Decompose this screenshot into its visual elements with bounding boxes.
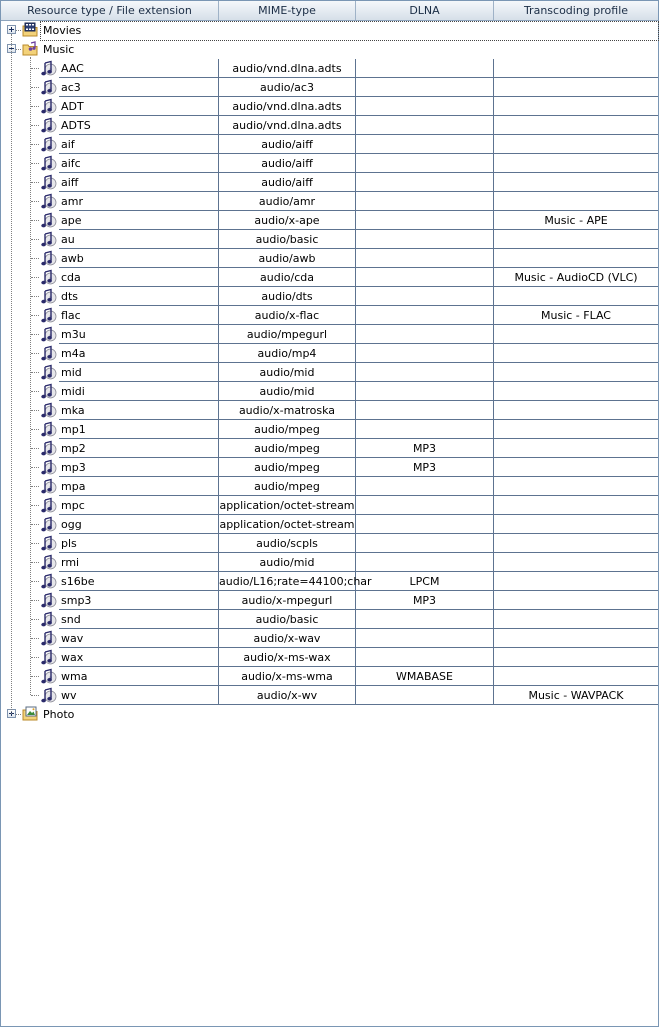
mime-type-cell: audio/vnd.dlna.adts (219, 97, 356, 116)
tree-connector-line (16, 30, 21, 31)
transcoding-profile-cell (494, 458, 658, 477)
tree-connector-line (31, 144, 39, 145)
tree-connector-line (31, 334, 39, 335)
table-row[interactable] (1, 629, 658, 648)
transcoding-profile-cell (494, 420, 658, 439)
mime-type-cell: audio/mpeg (219, 458, 356, 477)
file-extension-cell: flac (59, 306, 219, 325)
music-note-icon (40, 136, 57, 153)
table-row[interactable] (1, 78, 658, 97)
music-note-icon (40, 79, 57, 96)
transcoding-profile-cell (494, 287, 658, 306)
music-note-icon (40, 440, 57, 457)
table-row[interactable] (1, 496, 658, 515)
tree-group-music[interactable] (1, 40, 658, 59)
transcoding-profile-cell (494, 629, 658, 648)
mime-type-cell: audio/cda (219, 268, 356, 287)
mime-type-cell: audio/mp4 (219, 344, 356, 363)
music-note-icon (40, 668, 57, 685)
tree-connector-line (31, 391, 39, 392)
music-note-icon (40, 535, 57, 552)
transcoding-profile-cell (494, 648, 658, 667)
dlna-cell (356, 515, 494, 534)
dlna-cell (356, 249, 494, 268)
file-extension-cell: snd (59, 610, 219, 629)
transcoding-profile-cell (494, 477, 658, 496)
table-row[interactable] (1, 344, 658, 363)
file-extension-cell: m4a (59, 344, 219, 363)
file-extension-cell: midi (59, 382, 219, 401)
table-row[interactable] (1, 97, 658, 116)
mime-type-cell: audio/L16;rate=44100;char (219, 572, 356, 591)
tree-connector-line (31, 562, 39, 563)
music-note-icon (40, 687, 57, 704)
table-row[interactable] (1, 439, 658, 458)
file-extension-cell: aifc (59, 154, 219, 173)
mime-type-cell: audio/vnd.dlna.adts (219, 116, 356, 135)
transcoding-profile-cell (494, 97, 658, 116)
music-note-icon (40, 421, 57, 438)
table-row[interactable] (1, 515, 658, 534)
mime-type-cell: audio/aiff (219, 135, 356, 154)
dlna-cell (356, 230, 494, 249)
file-extension-cell: ogg (59, 515, 219, 534)
mime-type-cell: audio/mpegurl (219, 325, 356, 344)
dlna-cell (356, 610, 494, 629)
file-extension-cell: wav (59, 629, 219, 648)
table-row[interactable] (1, 591, 658, 610)
music-note-icon (40, 516, 57, 533)
mime-type-cell: audio/mpeg (219, 439, 356, 458)
table-row[interactable] (1, 59, 658, 78)
tree-connector-line (31, 448, 39, 449)
transcoding-profile-cell (494, 192, 658, 211)
tree-connector-line (31, 638, 39, 639)
file-extension-cell: wv (59, 686, 219, 705)
mime-type-cell: application/octet-stream (219, 515, 356, 534)
music-note-icon (40, 326, 57, 343)
file-extension-cell: au (59, 230, 219, 249)
dlna-cell: MP3 (356, 439, 494, 458)
mime-type-cell: audio/basic (219, 610, 356, 629)
file-extension-cell: mka (59, 401, 219, 420)
table-row[interactable] (1, 363, 658, 382)
dlna-cell (356, 287, 494, 306)
tree-connector-line (31, 600, 39, 601)
dlna-cell (356, 553, 494, 572)
file-extension-cell: m3u (59, 325, 219, 344)
mime-type-cell: audio/x-wv (219, 686, 356, 705)
file-extension-cell: ape (59, 211, 219, 230)
transcoding-profile-cell (494, 325, 658, 344)
tree-connector-line (31, 106, 39, 107)
dlna-cell (356, 420, 494, 439)
table-row[interactable] (1, 287, 658, 306)
column-header-transcoding-profile[interactable]: Transcoding profile (523, 4, 629, 17)
mime-type-cell: audio/scpls (219, 534, 356, 553)
transcoding-profile-cell (494, 154, 658, 173)
tree-connector-line (31, 220, 39, 221)
music-note-icon (40, 174, 57, 191)
table-row[interactable] (1, 154, 658, 173)
tree-connector-line (31, 372, 39, 373)
table-row[interactable] (1, 477, 658, 496)
table-row[interactable] (1, 268, 658, 287)
tree-connector-line (16, 49, 21, 50)
table-row[interactable] (1, 249, 658, 268)
mime-type-cell: application/octet-stream (219, 496, 356, 515)
music-note-icon (40, 231, 57, 248)
tree-connector-line (31, 125, 39, 126)
tree-connector-line (31, 543, 39, 544)
music-note-icon (40, 193, 57, 210)
dlna-cell: LPCM (356, 572, 494, 591)
tree-group-label: Music (43, 43, 75, 56)
music-note-icon (40, 478, 57, 495)
music-note-icon (40, 402, 57, 419)
dlna-cell (356, 382, 494, 401)
dlna-cell: MP3 (356, 458, 494, 477)
column-header-dlna[interactable]: DLNA (356, 1, 494, 20)
dlna-cell (356, 211, 494, 230)
table-row[interactable] (1, 173, 658, 192)
dlna-cell (356, 154, 494, 173)
transcoding-profile-cell (494, 135, 658, 154)
dlna-cell (356, 325, 494, 344)
tree-rows (1, 21, 658, 724)
dlna-cell (356, 116, 494, 135)
tree-connector-line (16, 714, 21, 715)
dlna-cell (356, 648, 494, 667)
file-extension-cell: pls (59, 534, 219, 553)
music-note-icon (40, 269, 57, 286)
music-note-icon (40, 307, 57, 324)
table-row[interactable] (1, 325, 658, 344)
transcoding-profile-cell (494, 59, 658, 78)
dlna-cell: MP3 (356, 591, 494, 610)
file-extension-cell: rmi (59, 553, 219, 572)
tree-connector-line (31, 695, 39, 696)
music-note-icon (40, 98, 57, 115)
music-note-icon (40, 250, 57, 267)
table-row[interactable] (1, 211, 658, 230)
tree-group-photo[interactable] (1, 705, 658, 724)
file-extension-cell: mpc (59, 496, 219, 515)
tree-connector-line (31, 315, 39, 316)
transcoding-profile-cell (494, 572, 658, 591)
music-note-icon (40, 60, 57, 77)
dlna-cell (356, 135, 494, 154)
dlna-cell (356, 686, 494, 705)
dlna-cell (356, 192, 494, 211)
dlna-cell (356, 97, 494, 116)
table-row[interactable] (1, 382, 658, 401)
mime-type-cell: audio/x-ape (219, 211, 356, 230)
tree-connector-line (31, 467, 39, 468)
table-row[interactable] (1, 610, 658, 629)
file-extension-cell: cda (59, 268, 219, 287)
table-row[interactable] (1, 534, 658, 553)
dlna-cell (356, 78, 494, 97)
file-extension-cell: amr (59, 192, 219, 211)
tree-connector-line (11, 34, 12, 714)
dlna-cell (356, 363, 494, 382)
music-note-icon (40, 364, 57, 381)
mime-type-cell: audio/mid (219, 382, 356, 401)
table-row[interactable] (1, 230, 658, 249)
music-note-icon (40, 459, 57, 476)
tree-connector-line (31, 239, 39, 240)
table-row[interactable] (1, 572, 658, 591)
mime-type-cell: audio/amr (219, 192, 356, 211)
music-note-icon (40, 573, 57, 590)
tree-connector-line (31, 581, 39, 582)
mime-type-cell: audio/mid (219, 553, 356, 572)
transcoding-profile-cell (494, 610, 658, 629)
dlna-cell (356, 344, 494, 363)
transcoding-profile-cell (494, 173, 658, 192)
music-note-icon (40, 554, 57, 571)
mime-type-cell: audio/x-ms-wax (219, 648, 356, 667)
column-header-mime-type[interactable]: MIME-type (219, 1, 356, 20)
transcoding-profile-cell: Music - WAVPACK (494, 686, 658, 705)
mime-type-cell: audio/aiff (219, 154, 356, 173)
file-extension-cell: aif (59, 135, 219, 154)
music-note-icon (40, 117, 57, 134)
transcoding-profile-cell: Music - AudioCD (VLC) (494, 268, 658, 287)
music-note-icon (40, 630, 57, 647)
file-extension-cell: mpa (59, 477, 219, 496)
mime-type-cell: audio/dts (219, 287, 356, 306)
column-header (1, 1, 658, 21)
dlna-cell (356, 401, 494, 420)
tree-connector-line (31, 657, 39, 658)
music-note-icon (40, 155, 57, 172)
table-row[interactable] (1, 553, 658, 572)
photo-folder-icon (22, 706, 38, 722)
dlna-cell (356, 268, 494, 287)
table-row[interactable] (1, 648, 658, 667)
tree-connector-line (31, 296, 39, 297)
table-row[interactable] (1, 192, 658, 211)
tree-group-movies[interactable] (1, 21, 658, 40)
music-note-icon (40, 497, 57, 514)
tree-connector-line (31, 87, 39, 88)
tree-connector-line (31, 429, 39, 430)
mime-type-cell: audio/x-mpegurl (219, 591, 356, 610)
mime-type-cell: audio/x-wav (219, 629, 356, 648)
tree-connector-line (31, 68, 39, 69)
file-extension-cell: smp3 (59, 591, 219, 610)
transcoding-profile-cell (494, 230, 658, 249)
table-row[interactable] (1, 686, 658, 705)
tree-group-label: Movies (40, 21, 659, 41)
column-header-resource-type[interactable]: Resource type / File extension (1, 1, 219, 20)
tree-connector-line (31, 258, 39, 259)
transcoding-profile-cell (494, 116, 658, 135)
table-row[interactable] (1, 458, 658, 477)
file-extension-cell: awb (59, 249, 219, 268)
mime-type-cell: audio/mpeg (219, 420, 356, 439)
file-extension-cell: mp1 (59, 420, 219, 439)
mime-type-cell: audio/x-flac (219, 306, 356, 325)
dlna-cell (356, 306, 494, 325)
tree-connector-line (31, 619, 39, 620)
mime-type-cell: audio/x-ms-wma (219, 667, 356, 686)
expand-icon[interactable] (7, 25, 16, 34)
table-row[interactable] (1, 401, 658, 420)
transcoding-profile-cell (494, 534, 658, 553)
dlna-cell (356, 496, 494, 515)
mime-type-cell: audio/ac3 (219, 78, 356, 97)
mime-type-cell: audio/awb (219, 249, 356, 268)
transcoding-profile-cell (494, 344, 658, 363)
music-note-icon (40, 212, 57, 229)
tree-connector-line (31, 676, 39, 677)
dlna-cell (356, 477, 494, 496)
tree-connector-line (31, 201, 39, 202)
transcoding-profile-cell (494, 667, 658, 686)
table-row[interactable] (1, 667, 658, 686)
table-row[interactable] (1, 420, 658, 439)
tree-connector-line (31, 277, 39, 278)
file-extension-cell: ac3 (59, 78, 219, 97)
mime-type-cell: audio/mpeg (219, 477, 356, 496)
file-extension-cell: s16be (59, 572, 219, 591)
file-extension-cell: aiff (59, 173, 219, 192)
transcoding-profile-cell (494, 515, 658, 534)
transcoding-profile-cell (494, 439, 658, 458)
movie-folder-icon (22, 22, 38, 38)
transcoding-profile-cell: Music - APE (494, 211, 658, 230)
tree-connector-line (31, 410, 39, 411)
music-note-icon (40, 649, 57, 666)
dlna-cell (356, 534, 494, 553)
music-folder-icon (22, 41, 38, 57)
file-extension-cell: mp3 (59, 458, 219, 477)
music-note-icon (40, 611, 57, 628)
music-note-icon (40, 592, 57, 609)
mime-type-cell: audio/aiff (219, 173, 356, 192)
tree-group-label: Photo (43, 708, 75, 721)
transcoding-profile-cell (494, 78, 658, 97)
tree-connector-line (31, 486, 39, 487)
dlna-cell (356, 629, 494, 648)
transcoding-profile-cell (494, 553, 658, 572)
tree-connector-line (31, 182, 39, 183)
transcoding-profile-cell (494, 382, 658, 401)
music-note-icon (40, 288, 57, 305)
file-extension-cell: wma (59, 667, 219, 686)
dlna-cell: WMABASE (356, 667, 494, 686)
dlna-cell (356, 173, 494, 192)
table-row[interactable] (1, 306, 658, 325)
transcoding-profile-cell (494, 496, 658, 515)
file-extension-cell: ADTS (59, 116, 219, 135)
table-row[interactable] (1, 135, 658, 154)
tree-connector-line (31, 163, 39, 164)
mime-type-cell: audio/basic (219, 230, 356, 249)
music-note-icon (40, 345, 57, 362)
file-extension-cell: ADT (59, 97, 219, 116)
file-extension-cell: mid (59, 363, 219, 382)
file-extension-cell: mp2 (59, 439, 219, 458)
tree-connector-line (31, 524, 39, 525)
mime-type-cell: audio/x-matroska (219, 401, 356, 420)
transcoding-profile-cell (494, 363, 658, 382)
dlna-cell (356, 59, 494, 78)
transcoding-profile-cell (494, 249, 658, 268)
file-extension-cell: wax (59, 648, 219, 667)
mime-type-cell: audio/mid (219, 363, 356, 382)
transcoding-profile-cell (494, 591, 658, 610)
tree-connector-line (31, 353, 39, 354)
mime-type-cell: audio/vnd.dlna.adts (219, 59, 356, 78)
transcoding-profile-cell (494, 401, 658, 420)
file-extension-cell: AAC (59, 59, 219, 78)
music-note-icon (40, 383, 57, 400)
table-row[interactable] (1, 116, 658, 135)
file-extension-cell: dts (59, 287, 219, 306)
tree-connector-line (31, 505, 39, 506)
transcoding-profile-cell: Music - FLAC (494, 306, 658, 325)
